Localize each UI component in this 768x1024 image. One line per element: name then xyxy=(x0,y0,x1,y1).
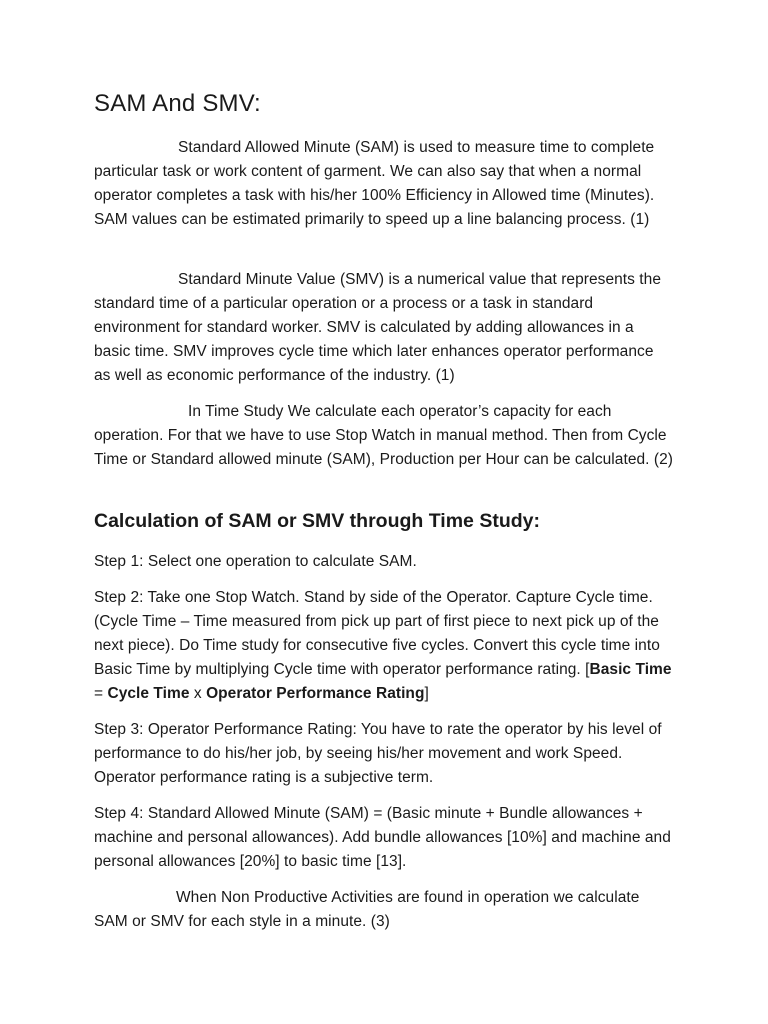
step-2-text: Step 2: Take one Stop Watch. Stand by side of the Operator. Capture Cycle time. (Cycle Time – Time measured from pick up part of first piece to next pick up of the next piece). Do Time study for consecutive five cycles. Convert this cycle time into Basic Time by multiplying Cycle time with operator performance rating. [ xyxy=(94,589,660,678)
time-study-paragraph: In Time Study We calculate each operator’s capacity for each operation. For that we have to use Stop Watch in manual method. Then from Cycle Time or Standard allowed minute (SAM), Production per Hour can be calculated. (2) xyxy=(94,403,673,468)
formula-operator-rating: Operator Performance Rating xyxy=(206,685,425,702)
formula-basic-time: Basic Time xyxy=(589,661,672,678)
page-title: SAM And SMV: xyxy=(94,90,261,117)
formula-cycle-time: Cycle Time xyxy=(107,685,190,702)
closing-paragraph: When Non Productive Activities are found in operation we calculate SAM or SMV for each style in a minute. (3) xyxy=(94,889,640,930)
sam-definition-paragraph: Standard Allowed Minute (SAM) is used to measure time to complete particular task or work content of garment. We can also say that when a normal operator completes a task with his/her 100% Efficiency in Allowed time (Minutes). SAM values can be estimated primarily to speed up a line balancing process. (1) xyxy=(94,139,655,228)
step-1-paragraph: Step 1: Select one operation to calculate SAM. xyxy=(94,553,417,570)
formula-close: ] xyxy=(424,685,429,702)
step-4-paragraph: Step 4: Standard Allowed Minute (SAM) = (Basic minute + Bundle allowances + machine and personal allowances). Add bundle allowances [10%] and machine and personal allowances [20%] to basic time [13]. xyxy=(94,805,671,870)
section-heading: Calculation of SAM or SMV through Time Study: xyxy=(94,510,540,532)
formula-times: x xyxy=(189,685,207,702)
step-3-paragraph: Step 3: Operator Performance Rating: You have to rate the operator by his level of performance to do his/her job, by seeing his/her movement and work Speed. Operator performance rating is a subjective term. xyxy=(94,721,662,786)
smv-definition-paragraph: Standard Minute Value (SMV) is a numerical value that represents the standard time of a particular operation or a process or a task in standard environment for standard worker. SMV is calculated by adding allowances in a basic time. SMV improves cycle time which later enhances operator performance as well as economic performance of the industry. (1) xyxy=(94,271,661,384)
formula-equals: = xyxy=(94,685,108,702)
step-2-paragraph xyxy=(94,586,674,706)
